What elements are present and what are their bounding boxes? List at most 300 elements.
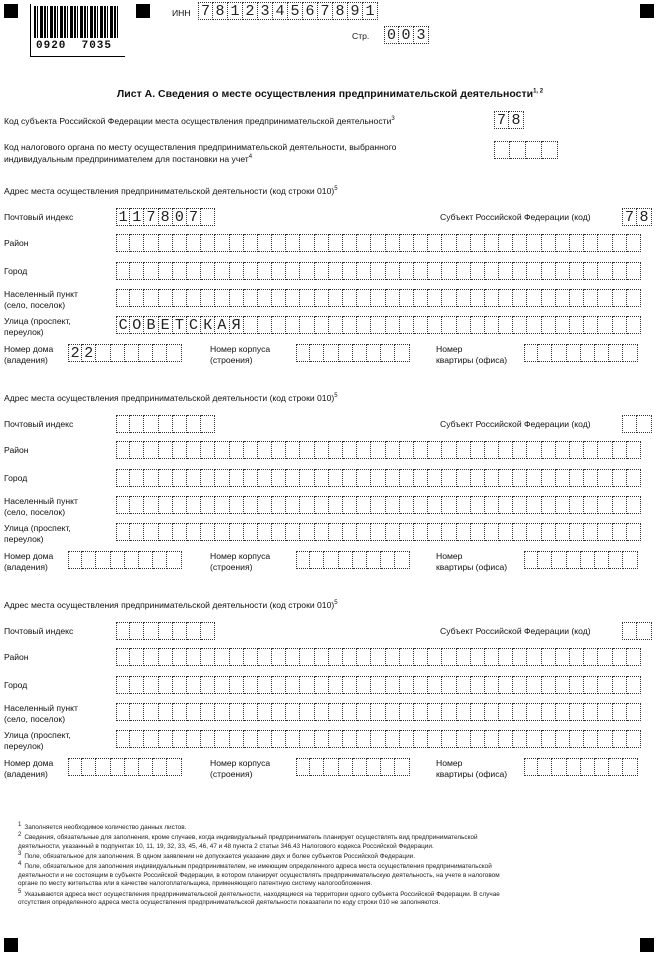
char-cell[interactable] xyxy=(244,316,258,334)
char-cell[interactable] xyxy=(215,262,229,280)
char-cell[interactable] xyxy=(201,415,215,433)
char-cell[interactable] xyxy=(542,730,556,748)
char-cell[interactable] xyxy=(395,344,409,362)
char-cell[interactable] xyxy=(130,703,144,721)
char-cell[interactable] xyxy=(310,551,324,569)
char-cell[interactable] xyxy=(286,469,300,487)
char-cell[interactable] xyxy=(542,703,556,721)
char-cell[interactable] xyxy=(400,523,414,541)
char-cell[interactable] xyxy=(414,496,428,514)
char-cell[interactable] xyxy=(201,234,215,252)
char-cell[interactable] xyxy=(125,551,139,569)
char-cell[interactable] xyxy=(111,344,125,362)
char-cell[interactable]: 5 xyxy=(288,2,303,20)
char-cell[interactable] xyxy=(400,441,414,459)
char-cell[interactable] xyxy=(513,441,527,459)
char-cell[interactable] xyxy=(187,676,201,694)
char-cell[interactable] xyxy=(395,551,409,569)
char-cell[interactable] xyxy=(215,676,229,694)
char-cell[interactable] xyxy=(428,496,442,514)
char-cell[interactable] xyxy=(201,648,215,666)
char-cell[interactable] xyxy=(627,234,641,252)
char-cell[interactable]: К xyxy=(201,316,215,334)
char-cell[interactable] xyxy=(542,141,558,159)
char-cell[interactable] xyxy=(513,262,527,280)
char-cell[interactable] xyxy=(622,622,637,640)
char-cell[interactable] xyxy=(139,758,153,776)
address-1-settlement-field[interactable] xyxy=(116,289,641,307)
char-cell[interactable] xyxy=(513,676,527,694)
char-cell[interactable] xyxy=(371,316,385,334)
char-cell[interactable] xyxy=(258,262,272,280)
char-cell[interactable] xyxy=(167,344,181,362)
char-cell[interactable] xyxy=(167,551,181,569)
char-cell[interactable] xyxy=(187,441,201,459)
address-3-district-field[interactable] xyxy=(116,648,641,666)
char-cell[interactable] xyxy=(442,730,456,748)
address-2-street-field[interactable] xyxy=(116,523,641,541)
char-cell[interactable] xyxy=(343,316,357,334)
char-cell[interactable] xyxy=(570,234,584,252)
char-cell[interactable] xyxy=(173,730,187,748)
char-cell[interactable] xyxy=(485,289,499,307)
char-cell[interactable] xyxy=(272,316,286,334)
char-cell[interactable] xyxy=(159,648,173,666)
char-cell[interactable] xyxy=(272,496,286,514)
char-cell[interactable] xyxy=(371,441,385,459)
char-cell[interactable] xyxy=(457,316,471,334)
char-cell[interactable] xyxy=(215,441,229,459)
char-cell[interactable] xyxy=(556,648,570,666)
char-cell[interactable] xyxy=(584,730,598,748)
char-cell[interactable] xyxy=(613,289,627,307)
char-cell[interactable]: 7 xyxy=(622,208,637,226)
char-cell[interactable] xyxy=(414,703,428,721)
char-cell[interactable] xyxy=(526,141,542,159)
char-cell[interactable]: 7 xyxy=(198,2,213,20)
char-cell[interactable] xyxy=(471,289,485,307)
address-1-city-field[interactable] xyxy=(116,262,641,280)
char-cell[interactable] xyxy=(96,551,110,569)
char-cell[interactable] xyxy=(329,496,343,514)
char-cell[interactable] xyxy=(187,730,201,748)
char-cell[interactable] xyxy=(286,316,300,334)
char-cell[interactable] xyxy=(538,551,552,569)
char-cell[interactable] xyxy=(538,344,552,362)
char-cell[interactable] xyxy=(315,703,329,721)
char-cell[interactable] xyxy=(637,622,652,640)
char-cell[interactable] xyxy=(598,316,612,334)
char-cell[interactable] xyxy=(542,234,556,252)
char-cell[interactable] xyxy=(300,316,314,334)
char-cell[interactable] xyxy=(286,262,300,280)
char-cell[interactable] xyxy=(230,234,244,252)
char-cell[interactable] xyxy=(457,648,471,666)
char-cell[interactable] xyxy=(272,289,286,307)
char-cell[interactable] xyxy=(300,523,314,541)
char-cell[interactable] xyxy=(272,469,286,487)
page-number-field[interactable] xyxy=(384,26,429,44)
char-cell[interactable] xyxy=(381,344,395,362)
char-cell[interactable]: 7 xyxy=(144,208,158,226)
char-cell[interactable] xyxy=(428,234,442,252)
char-cell[interactable] xyxy=(494,141,510,159)
char-cell[interactable] xyxy=(527,648,541,666)
char-cell[interactable] xyxy=(244,730,258,748)
char-cell[interactable] xyxy=(499,676,513,694)
char-cell[interactable] xyxy=(371,262,385,280)
char-cell[interactable] xyxy=(159,289,173,307)
char-cell[interactable] xyxy=(371,523,385,541)
char-cell[interactable] xyxy=(244,234,258,252)
char-cell[interactable] xyxy=(613,496,627,514)
char-cell[interactable] xyxy=(442,234,456,252)
char-cell[interactable] xyxy=(329,730,343,748)
char-cell[interactable] xyxy=(144,523,158,541)
char-cell[interactable] xyxy=(201,289,215,307)
char-cell[interactable]: О xyxy=(130,316,144,334)
char-cell[interactable] xyxy=(215,523,229,541)
char-cell[interactable]: 1 xyxy=(130,208,144,226)
char-cell[interactable] xyxy=(442,496,456,514)
char-cell[interactable] xyxy=(300,496,314,514)
char-cell[interactable]: 2 xyxy=(243,2,258,20)
char-cell[interactable] xyxy=(159,703,173,721)
address-2-city-field[interactable] xyxy=(116,469,641,487)
char-cell[interactable] xyxy=(258,730,272,748)
char-cell[interactable] xyxy=(570,523,584,541)
char-cell[interactable] xyxy=(329,316,343,334)
char-cell[interactable] xyxy=(428,730,442,748)
char-cell[interactable] xyxy=(357,289,371,307)
char-cell[interactable] xyxy=(215,730,229,748)
char-cell[interactable] xyxy=(510,141,526,159)
char-cell[interactable] xyxy=(258,676,272,694)
char-cell[interactable] xyxy=(144,648,158,666)
char-cell[interactable] xyxy=(513,316,527,334)
char-cell[interactable] xyxy=(244,523,258,541)
char-cell[interactable] xyxy=(286,648,300,666)
char-cell[interactable] xyxy=(598,730,612,748)
char-cell[interactable] xyxy=(300,703,314,721)
char-cell[interactable] xyxy=(244,469,258,487)
char-cell[interactable] xyxy=(187,648,201,666)
char-cell[interactable] xyxy=(414,234,428,252)
char-cell[interactable] xyxy=(244,676,258,694)
char-cell[interactable] xyxy=(286,496,300,514)
char-cell[interactable]: 1 xyxy=(363,2,378,20)
char-cell[interactable] xyxy=(371,703,385,721)
char-cell[interactable] xyxy=(144,262,158,280)
char-cell[interactable] xyxy=(381,551,395,569)
char-cell[interactable] xyxy=(527,441,541,459)
char-cell[interactable] xyxy=(159,523,173,541)
char-cell[interactable] xyxy=(343,262,357,280)
char-cell[interactable] xyxy=(428,703,442,721)
tax-authority-code-field[interactable] xyxy=(494,141,558,159)
char-cell[interactable] xyxy=(130,469,144,487)
char-cell[interactable] xyxy=(272,730,286,748)
char-cell[interactable] xyxy=(159,415,173,433)
char-cell[interactable] xyxy=(442,648,456,666)
char-cell[interactable] xyxy=(414,648,428,666)
char-cell[interactable] xyxy=(485,523,499,541)
char-cell[interactable] xyxy=(130,523,144,541)
char-cell[interactable] xyxy=(627,262,641,280)
inn-field[interactable] xyxy=(198,2,378,20)
char-cell[interactable] xyxy=(627,289,641,307)
char-cell[interactable] xyxy=(627,730,641,748)
char-cell[interactable] xyxy=(527,469,541,487)
char-cell[interactable] xyxy=(442,523,456,541)
char-cell[interactable] xyxy=(300,289,314,307)
char-cell[interactable] xyxy=(584,676,598,694)
char-cell[interactable] xyxy=(296,551,310,569)
char-cell[interactable]: 3 xyxy=(258,2,273,20)
char-cell[interactable] xyxy=(386,469,400,487)
char-cell[interactable] xyxy=(329,648,343,666)
char-cell[interactable] xyxy=(315,316,329,334)
char-cell[interactable] xyxy=(527,496,541,514)
address-3-settlement-field[interactable] xyxy=(116,703,641,721)
char-cell[interactable] xyxy=(300,441,314,459)
char-cell[interactable] xyxy=(286,441,300,459)
char-cell[interactable] xyxy=(542,469,556,487)
char-cell[interactable] xyxy=(187,469,201,487)
char-cell[interactable] xyxy=(357,730,371,748)
char-cell[interactable] xyxy=(357,316,371,334)
char-cell[interactable] xyxy=(386,316,400,334)
char-cell[interactable] xyxy=(570,262,584,280)
char-cell[interactable] xyxy=(513,523,527,541)
char-cell[interactable] xyxy=(173,469,187,487)
char-cell[interactable] xyxy=(116,415,130,433)
char-cell[interactable] xyxy=(552,551,566,569)
char-cell[interactable] xyxy=(442,289,456,307)
char-cell[interactable] xyxy=(567,758,581,776)
char-cell[interactable] xyxy=(371,496,385,514)
char-cell[interactable] xyxy=(116,622,130,640)
char-cell[interactable] xyxy=(395,758,409,776)
char-cell[interactable] xyxy=(622,415,637,433)
char-cell[interactable] xyxy=(159,469,173,487)
char-cell[interactable] xyxy=(300,730,314,748)
char-cell[interactable] xyxy=(230,262,244,280)
char-cell[interactable] xyxy=(159,234,173,252)
char-cell[interactable] xyxy=(598,523,612,541)
char-cell[interactable] xyxy=(159,676,173,694)
char-cell[interactable] xyxy=(187,234,201,252)
char-cell[interactable] xyxy=(542,523,556,541)
char-cell[interactable] xyxy=(315,496,329,514)
char-cell[interactable] xyxy=(357,703,371,721)
char-cell[interactable] xyxy=(173,262,187,280)
char-cell[interactable] xyxy=(598,441,612,459)
char-cell[interactable] xyxy=(428,523,442,541)
char-cell[interactable] xyxy=(623,551,637,569)
char-cell[interactable] xyxy=(258,469,272,487)
address-1-postal-field[interactable] xyxy=(116,208,215,226)
char-cell[interactable] xyxy=(296,344,310,362)
char-cell[interactable] xyxy=(371,289,385,307)
char-cell[interactable] xyxy=(144,415,158,433)
char-cell[interactable] xyxy=(139,344,153,362)
char-cell[interactable] xyxy=(400,262,414,280)
char-cell[interactable] xyxy=(244,496,258,514)
char-cell[interactable] xyxy=(173,676,187,694)
char-cell[interactable] xyxy=(367,344,381,362)
char-cell[interactable] xyxy=(357,469,371,487)
char-cell[interactable] xyxy=(556,676,570,694)
char-cell[interactable] xyxy=(485,648,499,666)
char-cell[interactable] xyxy=(230,648,244,666)
char-cell[interactable] xyxy=(187,703,201,721)
char-cell[interactable] xyxy=(139,551,153,569)
char-cell[interactable] xyxy=(187,415,201,433)
char-cell[interactable] xyxy=(598,234,612,252)
char-cell[interactable] xyxy=(116,648,130,666)
char-cell[interactable] xyxy=(386,262,400,280)
char-cell[interactable] xyxy=(485,496,499,514)
char-cell[interactable] xyxy=(144,441,158,459)
char-cell[interactable]: 6 xyxy=(303,2,318,20)
char-cell[interactable] xyxy=(386,441,400,459)
char-cell[interactable]: 1 xyxy=(116,208,130,226)
char-cell[interactable] xyxy=(428,262,442,280)
char-cell[interactable] xyxy=(201,262,215,280)
char-cell[interactable] xyxy=(471,469,485,487)
char-cell[interactable] xyxy=(315,234,329,252)
char-cell[interactable] xyxy=(329,289,343,307)
char-cell[interactable] xyxy=(144,234,158,252)
char-cell[interactable] xyxy=(296,758,310,776)
char-cell[interactable] xyxy=(116,676,130,694)
char-cell[interactable] xyxy=(556,316,570,334)
char-cell[interactable] xyxy=(300,262,314,280)
char-cell[interactable] xyxy=(315,262,329,280)
char-cell[interactable] xyxy=(173,234,187,252)
char-cell[interactable] xyxy=(201,469,215,487)
char-cell[interactable] xyxy=(353,344,367,362)
char-cell[interactable] xyxy=(125,758,139,776)
address-3-house-field[interactable] xyxy=(68,758,182,776)
char-cell[interactable] xyxy=(584,289,598,307)
char-cell[interactable] xyxy=(581,551,595,569)
char-cell[interactable] xyxy=(570,496,584,514)
subject-code-field[interactable] xyxy=(494,111,524,129)
address-2-subject-field[interactable] xyxy=(622,415,652,433)
char-cell[interactable] xyxy=(173,496,187,514)
char-cell[interactable] xyxy=(386,676,400,694)
char-cell[interactable] xyxy=(485,676,499,694)
char-cell[interactable] xyxy=(215,469,229,487)
char-cell[interactable] xyxy=(542,648,556,666)
char-cell[interactable] xyxy=(471,523,485,541)
char-cell[interactable] xyxy=(613,234,627,252)
char-cell[interactable] xyxy=(414,676,428,694)
char-cell[interactable] xyxy=(130,730,144,748)
char-cell[interactable] xyxy=(324,344,338,362)
char-cell[interactable]: 2 xyxy=(68,344,82,362)
char-cell[interactable] xyxy=(324,551,338,569)
char-cell[interactable]: 8 xyxy=(333,2,348,20)
char-cell[interactable] xyxy=(367,551,381,569)
char-cell[interactable] xyxy=(244,289,258,307)
char-cell[interactable] xyxy=(116,262,130,280)
char-cell[interactable] xyxy=(130,648,144,666)
char-cell[interactable]: А xyxy=(215,316,229,334)
char-cell[interactable] xyxy=(300,648,314,666)
char-cell[interactable] xyxy=(116,496,130,514)
char-cell[interactable] xyxy=(442,441,456,459)
char-cell[interactable] xyxy=(499,289,513,307)
char-cell[interactable] xyxy=(230,496,244,514)
char-cell[interactable] xyxy=(82,551,96,569)
char-cell[interactable] xyxy=(471,316,485,334)
char-cell[interactable] xyxy=(173,648,187,666)
char-cell[interactable] xyxy=(353,758,367,776)
char-cell[interactable] xyxy=(400,234,414,252)
char-cell[interactable] xyxy=(513,469,527,487)
char-cell[interactable] xyxy=(552,344,566,362)
char-cell[interactable] xyxy=(329,703,343,721)
char-cell[interactable] xyxy=(499,234,513,252)
char-cell[interactable] xyxy=(343,703,357,721)
char-cell[interactable] xyxy=(527,703,541,721)
char-cell[interactable] xyxy=(272,703,286,721)
char-cell[interactable] xyxy=(339,344,353,362)
char-cell[interactable] xyxy=(116,523,130,541)
char-cell[interactable] xyxy=(542,441,556,459)
char-cell[interactable] xyxy=(457,289,471,307)
char-cell[interactable] xyxy=(556,234,570,252)
char-cell[interactable] xyxy=(371,676,385,694)
char-cell[interactable] xyxy=(201,730,215,748)
char-cell[interactable] xyxy=(613,523,627,541)
address-2-house-field[interactable] xyxy=(68,551,182,569)
char-cell[interactable] xyxy=(130,289,144,307)
char-cell[interactable] xyxy=(353,551,367,569)
char-cell[interactable] xyxy=(329,441,343,459)
char-cell[interactable] xyxy=(187,289,201,307)
char-cell[interactable] xyxy=(584,262,598,280)
char-cell[interactable] xyxy=(339,551,353,569)
char-cell[interactable] xyxy=(485,469,499,487)
char-cell[interactable] xyxy=(230,703,244,721)
char-cell[interactable] xyxy=(339,758,353,776)
char-cell[interactable] xyxy=(258,703,272,721)
char-cell[interactable] xyxy=(584,441,598,459)
char-cell[interactable] xyxy=(116,289,130,307)
char-cell[interactable] xyxy=(485,703,499,721)
char-cell[interactable] xyxy=(527,262,541,280)
char-cell[interactable] xyxy=(310,758,324,776)
address-1-apartment-field[interactable] xyxy=(524,344,638,362)
char-cell[interactable] xyxy=(329,234,343,252)
char-cell[interactable] xyxy=(272,648,286,666)
char-cell[interactable] xyxy=(386,523,400,541)
char-cell[interactable] xyxy=(371,234,385,252)
char-cell[interactable] xyxy=(130,622,144,640)
char-cell[interactable] xyxy=(310,344,324,362)
char-cell[interactable] xyxy=(130,262,144,280)
char-cell[interactable] xyxy=(286,289,300,307)
char-cell[interactable] xyxy=(357,648,371,666)
char-cell[interactable] xyxy=(343,496,357,514)
address-3-building-field[interactable] xyxy=(296,758,410,776)
char-cell[interactable] xyxy=(428,316,442,334)
char-cell[interactable] xyxy=(159,622,173,640)
